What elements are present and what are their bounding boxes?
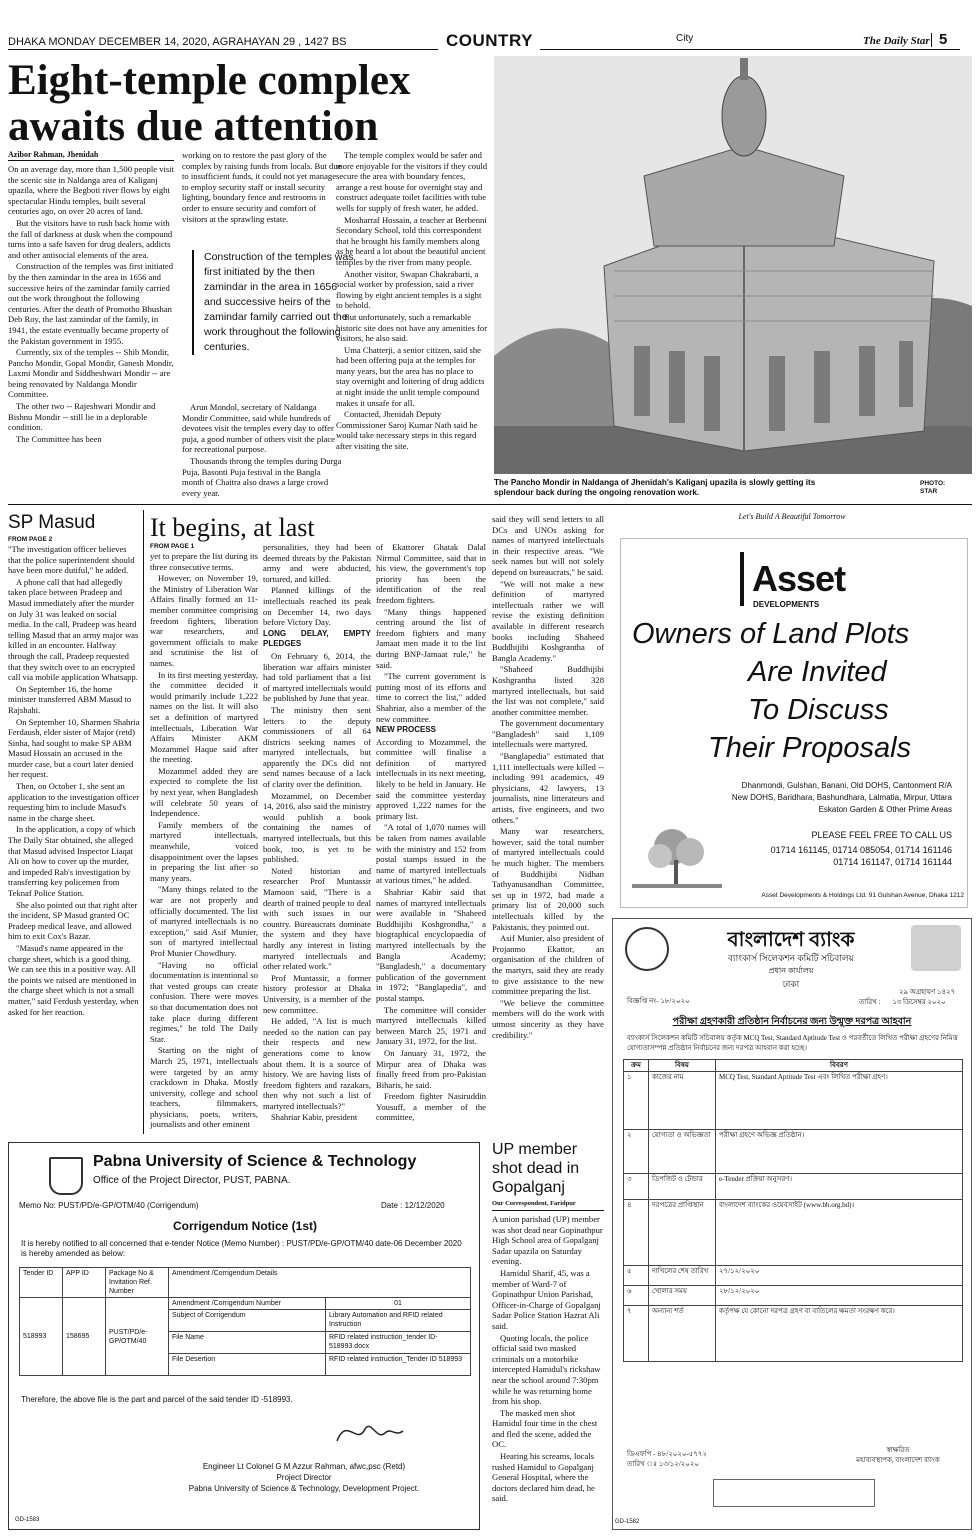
pust-package: PUST/PD/e-GP/OTM/40: [106, 1298, 169, 1376]
bb-gd: GD-1582: [615, 1519, 640, 1525]
bb-cell-subject: ডিপজিট ও টেন্ডার: [649, 1174, 716, 1200]
lead-col-1: [8, 164, 174, 499]
asset-tagline: Let's Build A Beautiful Tomorrow: [738, 512, 846, 521]
pust-gd: GD-1583: [15, 1517, 40, 1523]
up-member-paragraph: Hamidul Sharif, 45, was a member of Ward-7 of Gopinathpur Union Parishad, Officer-in-Charge of Gopalganj Sadar Police Station Hazrat Ali said.: [492, 1267, 601, 1331]
pust-ad: [8, 1142, 480, 1530]
bb-table-header: [624, 1060, 963, 1072]
lead-headline-line-2: awaits due attention: [8, 103, 379, 150]
bb-cell-subject: দাখিলের শেষ তারিখ: [649, 1266, 716, 1286]
bb-cell-no: ৩: [624, 1174, 649, 1200]
pust-amend-label: Amendment /Corrigendum Number: [169, 1298, 326, 1310]
bb-cell-subject: যোগ্যতা ও অভিজ্ঞতা: [649, 1130, 716, 1174]
temple-illustration: [494, 56, 972, 474]
bb-cell-no: ১: [624, 1072, 649, 1130]
begins-paragraph: Many war researchers, however, said the total number of martyred intellectuals could be much higher. The members of Buddhijibi Nidhan Tathyanusandhan Committee, set up in 1972, had made a primary list of 20,000 such intellectuals killed by the Pakistanis, they pointed out.: [492, 826, 604, 932]
begins-paragraph: On February 6, 2014, the liberation war affairs minister had told parliament that a list of martyred intellectuals would be published by June that year.: [263, 650, 371, 704]
begins-paragraph: "We will not make a new definition of martyred intellectuals rather we will revise the existing definition available in different research books including Shaheed Buddhijibi Koshgrantha of Bangla Academy.": [492, 578, 604, 663]
bb-cell-detail: কর্তৃপক্ষ যে কোনো দরপত্র গ্রহণ বা বাতিলের ক্ষমতা সংরক্ষণ করে।: [716, 1306, 963, 1362]
lead-col-2-top: [182, 150, 342, 242]
header-rule-right: [540, 49, 960, 50]
begins-paragraph: Prof Muntassir, a former history professor at Dhaka University, is a member of the new committee.: [263, 972, 371, 1015]
asset-footer: Asset Developments & Holdings Ltd. 91 Gulshan Avenue, Dhaka 1212: [761, 892, 964, 899]
bb-sign-line: মহাব্যবস্থাপক, বাংলাদেশ ব্যাংক: [856, 1456, 940, 1464]
asset-line-2: Are Invited: [748, 656, 887, 688]
begins-paragraph: Shahriar Kabir, president: [271, 1112, 358, 1123]
begins-paragraph: "A total of 1,070 names will be taken from names available with the ministry and 152 from postal stamps issued in the name of martyred intellectuals at various times," he added.: [376, 822, 486, 886]
up-member-body: [492, 1214, 604, 1532]
begins-paragraph: said they will send letters to all DCs and UNOs asking for names of martyred intellectuals in their respective areas. "We seek names but will not solely depend on bureaucrats," he said.: [492, 514, 604, 577]
lead-col-2-bottom: [182, 402, 342, 500]
lead-paragraph: But unfortunately, such a remarkable historic site does not have any amenities for visitors, he also said.: [336, 311, 488, 344]
bb-th-detail: বিবরণ: [716, 1060, 963, 1072]
table-row: [624, 1306, 963, 1362]
bb-cell-detail: ২৭/১২/২০২০: [716, 1266, 963, 1286]
bb-date-label: তারিখ :: [859, 998, 881, 1006]
begins-paragraph: of Ekattorer Ghatak Dalal Nirmul Committee, said that in his view, the government's top priority has been the identification of the real freedom fighters.: [376, 542, 486, 605]
photo-credit-line-2: STAR: [920, 488, 938, 495]
dateline: DHAKA MONDAY DECEMBER 14, 2020, AGRAHAYAN 29 , 1427 BS: [8, 36, 347, 48]
asset-ad: [612, 512, 972, 912]
city-label: City: [676, 33, 694, 44]
table-row: [624, 1130, 963, 1174]
masthead: The Daily Star: [863, 35, 930, 47]
sp-masud-paragraph: In the application, a copy of which The Daily Star obtained, she alleged that Masud advised Inspector Liaqat Ali on how to cover up the murder, and impeded Rab's investigation by transferring key policemen from Teknaf Police Station.: [8, 824, 136, 898]
up-member-headline: UP member shot dead in Gopalganj: [492, 1141, 580, 1196]
pust-signer-block: [139, 1461, 469, 1494]
pust-th: Amendment /Corrigendum Details: [169, 1268, 471, 1298]
table-row: [624, 1072, 963, 1130]
begins-col-4: [492, 514, 604, 1134]
bb-cell-detail: বাংলাদেশ ব্যাংকের ওয়েবসাইট (www.bb.org.bd)।: [716, 1200, 963, 1266]
pust-memo: Memo No: PUST/PD/e-GP/OTM/40 (Corrigendum): [19, 1201, 199, 1210]
begins-paragraph: The government documentary "Bangladesh" said 1,109 intellectuals were martyred.: [492, 718, 604, 750]
bb-sign-line: স্বাক্ষরিত: [886, 1446, 910, 1454]
bb-cell-no: ৬: [624, 1286, 649, 1306]
begins-col-2: [263, 542, 371, 1133]
pust-table: [19, 1267, 471, 1376]
bb-table: [623, 1059, 963, 1362]
begins-paragraph: Asif Munier, also president of Projanmo Ekattor, an organisation of the children of the martyrs, said they are ready to give assistance to the new committee preparing the list.: [492, 933, 604, 997]
asset-areas: [682, 780, 952, 816]
bb-date-line: ২৯ অগ্রহায়ণ ১৪২৭: [899, 988, 956, 996]
bb-logo-icon: [625, 927, 669, 971]
bb-memo: বিজ্ঞপ্তি নং- ১৮/২০২০: [627, 997, 690, 1005]
column-rule: [143, 510, 144, 1134]
begins-col-3: [376, 542, 486, 1133]
lead-paragraph: Construction of the temples was first initiated by the then zamindar in the area in 1656 and successive heirs of the zamindar family carried out the work throughout the following centuries. After the death of Promotho Bhushan Deb Roy, the last zamindar of the family, in 1941, the estate eventually became property of the Pakistan government in 1955.: [8, 261, 174, 346]
bb-cell-no: ৫: [624, 1266, 649, 1286]
lead-paragraph: Currently, six of the temples -- Shib Mondir, Pancho Mondir, Gopal Mondir, Ganesh Mondir, Laxmi Mondir and Siddheshwari Mondir -- are being renovated by Naldanga Mondir Committee.: [8, 347, 174, 400]
bb-notice-title: পরীক্ষা গ্রহণকারী প্রতিষ্ঠান নির্বাচনের জন্য উন্মুক্ত দরপত্র আহবান: [672, 1017, 912, 1027]
lead-headline: [8, 58, 488, 150]
pust-row-label: File Desertion: [169, 1354, 326, 1376]
sp-masud-paragraph: On September 16, the home minister transferred ABM Masud to Rajshahi.: [8, 683, 132, 715]
begins-paragraph: The ministry then sent letters to the deputy commissioners of all 64 districts seeking names of martyred intellectuals, but apparently the DCs did not send names because of a lack of clarity over the definition.: [263, 704, 371, 790]
lead-byline: Azibor Rahman, Jhenidah: [8, 150, 99, 159]
begins-paragraph: On January 31, 1972, the Mirpur area of Dhaka was finally freed from pro-Pakistan Biharis, he said.: [376, 1047, 486, 1090]
begins-paragraph: "Many things related to the war are not properly and officially documented. The list of martyred intellectuals is no exception," said Asif Munier, son of martyred intellectual Prof Munier Chowdhury.: [150, 884, 258, 958]
up-member-paragraph: A union parishad (UP) member was shot dead near Gopinathpur High School area of Gopalganj Sadar upazila on Saturday evening.: [492, 1214, 603, 1267]
pust-amend-number: 01: [326, 1298, 471, 1310]
pust-signer: Engineer Lt Colonel G M Azzur Rahman, afwc,psc (Retd): [202, 1462, 406, 1471]
begins-paragraph: "Shaheed Buddhijibi Koshgrantha listed 328 martyred intellectuals, but said the list was not complete," said another committee member.: [492, 664, 604, 717]
sp-masud-paragraph: "Masud's name appeared in the charge sheet, which is a good thing. We can see this in a positive way. All the points we raised are mentioned in the charge sheet which is not a small matter," said Ferdush yesterday, when asked for her reaction.: [8, 942, 139, 1017]
begins-paragraph: The committee will consider martyred intellectuals killed between March 25, 1971 and January 31, 1972, for the list.: [376, 1004, 486, 1047]
pust-th: APP ID: [63, 1268, 106, 1298]
pust-heading: Corrigendum Notice (1st): [172, 1219, 317, 1233]
sp-masud-from: FROM PAGE 2: [8, 536, 53, 543]
bb-office: প্রধান কার্যালয়: [768, 966, 814, 975]
bb-signature: [833, 1445, 963, 1465]
begins-paragraph: Noted historian and researcher Prof Muntassir Mamoon said, "There is a dearth of trained people to deal with such issues in our country. Bureaucrats dominate the system and they have hardly any interest in listing martyred intellectuals and other related work.": [263, 865, 371, 972]
lead-headline-line-1: Eight-temple complex: [8, 57, 411, 104]
asset-brand-sub: DEVELOPMENTS: [753, 600, 820, 609]
page-number: 5: [939, 31, 948, 48]
pust-date: Date : 12/12/2020: [381, 1201, 445, 1210]
sp-masud-paragraph: A phone call that had allegedly taken place between Pradeep and Masud immediately after the murder on July 31 was leaked on social media. In the call, Pradeep was heard telling Masud that an army major was killed in an encounter. Halfway through the call, Pradeep requested that they switch over to an encrypted call via mobile application Whatsapp.: [8, 576, 139, 683]
lead-paragraph: Contacted, Jhenidah Deputy Commissioner Saroj Kumar Nath said he would take necessary steps in this regard after visiting the site.: [336, 409, 478, 452]
signature-image: [329, 1411, 409, 1451]
begins-paragraph: Freedom fighter Nasiruddin Yousuff, a member of the committee,: [376, 1091, 486, 1123]
asset-phones-line: 01714 161145, 01714 085054, 01714 161146: [770, 845, 952, 855]
lead-paragraph: Uma Chatterji, a senior citizen, said she had been offering puja at the temples for many years, but the area has no place to stay overnight and loitering of drug addicts at night inside the unlit temple compound makes it unsafe for all.: [336, 344, 485, 408]
table-row: [20, 1298, 471, 1310]
up-member-paragraph: The masked men shot Hamidul four time in the chest and fled the scene, added the OC.: [492, 1407, 598, 1450]
sp-masud-headline: SP Masud: [8, 512, 96, 533]
lead-col-3: [336, 150, 488, 500]
asset-phones: [712, 844, 952, 868]
lead-bottom-rule: [8, 504, 972, 505]
asset-areas-line: New DOHS, Baridhara, Bashundhara, Lalmatia, Mirpur, Uttara: [731, 793, 952, 802]
lead-paragraph: But the visitors have to rush back home with the fall of darkness at dusk when the compound turns into a safe haven for drug dealers, addicts and other antisocial elements of the area.: [8, 217, 173, 260]
lead-paragraph: Mosharraf Hossain, a teacher at Berbenni Secondary School, told this correspondent that he brought his family members along as he heard a lot about the beautiful ancient temples by the river from many people.: [336, 214, 487, 267]
lead-paragraph: Arun Mondol, secretary of Naldanga Mondir Committee, said while hundreds of devotees visit the temples every day to offer puja, a good number of others visit the place for recreational purpose.: [182, 402, 335, 455]
photo-credit: [920, 480, 945, 496]
begins-paragraph: In its first meeting yesterday, the committee decided it would primarily include 1,222 names on the list. It will also set a definition of martyred intellectuals, Liberation War Affairs Minister AKM Mozammel Haque said after the meeting.: [150, 669, 258, 765]
bb-footer-box: [713, 1479, 875, 1507]
bb-cell-no: ৪: [624, 1200, 649, 1266]
asset-areas-line: Dhanmondi, Gulshan, Banani, Old DOHS, Cantonment R/A: [741, 781, 952, 790]
pust-footer-note: Therefore, the above file is the part and parcel of the said tender ID -518993.: [21, 1395, 293, 1404]
asset-brand: Asset: [752, 558, 846, 599]
begins-paragraph: Starting on the night of March 25, 1971, intellectuals were targeted by an army crackdown in Dhaka. Mostly university, college and school teachers, filmmakers, physicians, poets, writers, journalists and other eminent: [150, 1045, 258, 1130]
bb-title: বাংলাদেশ ব্যাংক: [727, 929, 855, 951]
begins-paragraph: Planned killings of the intellectuals reached its peak on December 14, two days before Victory Day.: [263, 585, 371, 628]
pust-row-value: RFID related instruction_tender ID-518993.docx: [326, 1332, 471, 1354]
pust-intro: It is hereby notified to all concerned that e-tender Notice (Memo Number) : PUST/PD/e-GP/OTM/40 date-06 December 2020 is hereby amended as below:: [21, 1239, 462, 1258]
bb-date: [859, 987, 955, 1007]
pust-tender-id: 518993: [20, 1298, 63, 1376]
sp-masud-body: [8, 544, 140, 1134]
bb-mujib-badge: [911, 925, 961, 971]
pust-th: Package No & Invitation Ref. Number: [106, 1268, 169, 1298]
bb-cell-detail: ২৮/১২/২০২০: [716, 1286, 963, 1306]
asset-areas-line: Eskaton Garden & Other Prime Areas: [818, 805, 952, 814]
table-row: [624, 1286, 963, 1306]
begins-paragraph: "Having no official documentation is intentional so that vested groups can create confusion. There were moves so that documentation does not take place during different regimes," he told The Daily Star.: [150, 959, 258, 1044]
asset-line-4: Their Proposals: [708, 732, 912, 764]
sp-masud-paragraph: She also pointed out that right after the incident, SP Masud granted OC Pradeep medical leave, and allowed him to exit Cox's Bazar.: [8, 899, 138, 942]
begins-paragraph: "The current government is putting most of its efforts and time to correct the list," added Shahriar, also a member of the new committee.: [376, 671, 486, 724]
up-member-paragraph: Hearing his screams, locals rushed Hamidul to Gopalganj General Hospital, where the doctors declared him dead, he said.: [492, 1451, 595, 1504]
begins-paragraph: yet to prepare the list during its three consecutive terms.: [150, 551, 258, 572]
pust-title: Pabna University of Science & Technology: [93, 1153, 417, 1170]
asset-line-1: Owners of Land Plots: [632, 618, 910, 650]
lead-paragraph: The other two -- Rajeshwari Mondir and Bishnu Mondir -- still lie in a deplorable condition.: [8, 401, 156, 433]
bb-th-subject: বিষয়: [649, 1060, 716, 1072]
begins-from: FROM PAGE 1: [150, 543, 195, 550]
asset-line-3: To Discuss: [748, 694, 889, 726]
byline-rule: [8, 160, 174, 161]
bb-cell-subject: অন্যান্য শর্ত: [649, 1306, 716, 1362]
lead-paragraph: Another visitor, Swapan Chakrabarti, a social worker by profession, said a river flowing by eight ancient temples is a sight to behold.: [336, 268, 482, 311]
tree-illustration: [632, 822, 722, 892]
sp-masud-paragraph: Then, on October 1, she sent an application to the investigation officer requesting him to include Masud's name in the charge sheet.: [8, 781, 140, 823]
bb-cell-detail: e-Tender প্রক্রিয়া অনুসরণ।: [716, 1174, 963, 1200]
pust-row-value: Library Automation and RFID related Instruction: [326, 1310, 471, 1332]
pust-signer-org: Pabna University of Science & Technology, Development Project.: [188, 1484, 420, 1493]
begins-paragraph: He added, "A list is much needed so the nation can pay their respects and new generations come to know about them. It is a source of history. We are having lists of freedom fighters and razakars, then why not such a list of martyred intellectuals?": [263, 1016, 371, 1111]
asset-phones-line: 01714 161147, 01714 161144: [833, 857, 952, 867]
up-member-paragraph: Quoting locals, the police official said two masked criminals on a motorbike intercepted Hamidul's rickshaw near the school around 7:30pm while he was returning home from his shop.: [492, 1332, 601, 1407]
begins-paragraph: However, on November 19, the Ministry of Liberation War Affairs finally formed an 11-member committee comprising freedom fighters, liberation war researchers, and government officials to make and scrutinise the list of names.: [150, 573, 258, 668]
asset-call: PLEASE FEEL FREE TO CALL US: [811, 830, 952, 840]
begins-paragraph: Family members of the martyred intellectuals, meanwhile, voiced disappointment over the lapses in preparing the list after so many years.: [150, 819, 258, 883]
bb-cell-subject: দরপত্রের প্রাপ্তিস্থান: [649, 1200, 716, 1266]
lead-paragraph: Thousands throng the temples during Durga Puja, Basonti Puja festival in the Bangla month of Chaitra also draws a large crowd every year.: [182, 455, 342, 498]
bb-intro: ব্যাংকার্স সিলেকশন কমিটি সচিবালয় কর্তৃক MCQ Test, Standard Aptitude Test ও পরবর্তীতে লিখিত পরীক্ষা গ্রহণের নিমিত্ত যোগ্যতাসম্পন্ন প্রতিষ্ঠান নির্বাচনের জন্য দরপত্র আহবান করা হচ্ছে।: [627, 1034, 958, 1052]
bb-subtitle: ব্যাংকার্স সিলেকশন কমিটি সচিবালয়: [728, 953, 854, 963]
byline-rule: [492, 1210, 604, 1211]
begins-paragraph: Shahriar Kabir said that names of martyred intellectuals were available in "Shaheed Buddhijibi Koshgrondha," a biographical encyclopaedia of martyred intellectuals by the Bangla Academy; "Bangladesh," a documentary publication of the government in 1972; "Banglapedia", and postal stamps.: [376, 887, 486, 1003]
pust-app-id: 158695: [63, 1298, 106, 1376]
begins-paragraph: Mozammel added they are expected to complete the list by next year, when Bangladesh will celebrate 50 years of Independence.: [150, 765, 258, 819]
begins-paragraph: "We believe the committee members will do the work with utmost sincerity as they have credibility.": [492, 997, 604, 1040]
sp-masud-paragraph: "The investigation officer believes that the police superintendent should have been more dutiful," he added.: [8, 544, 135, 576]
lead-paragraph: The Committee has been: [16, 433, 102, 444]
photo-credit-line-1: PHOTO:: [920, 480, 946, 487]
begins-headline: It begins, at last: [150, 513, 315, 542]
begins-subhead: NEW PROCESS: [376, 725, 437, 735]
table-row: [624, 1174, 963, 1200]
bb-ad: [612, 918, 972, 1530]
begins-paragraph: personalities, they had been deemed threats by the Pakistan army and were abducted, tortured, and killed.: [263, 542, 371, 584]
pull-quote: Construction of the temples was first initiated by the then zamindar in the area in 1656 and successive heirs of the zamindar family carried out the work throughout the following centuries.: [192, 250, 354, 355]
pust-row-label: File Name: [169, 1332, 326, 1354]
bb-cell-subject: খোলার সময়: [649, 1286, 716, 1306]
pust-logo-icon: [49, 1157, 83, 1195]
sp-masud-paragraph: On September 10, Sharmen Shahria Ferdaush, elder sister of Major (retd) Sinha, had sought to make SP ABM Masud Hossain an accused in the murder case, but a court later denied her request.: [8, 716, 140, 780]
bb-cell-no: ৭: [624, 1306, 649, 1362]
asset-logo-bar: [740, 552, 744, 606]
pust-row-value: RFID related instruction_Tender ID 518993: [326, 1354, 471, 1376]
pust-signer-title: Project Director: [276, 1473, 332, 1482]
bb-cell-detail: পরীক্ষা গ্রহণে অভিজ্ঞ প্রতিষ্ঠান।: [716, 1130, 963, 1174]
bb-city: ঢাকা: [782, 979, 800, 989]
lead-paragraph: The temple complex would be safer and more enjoyable for the visitors if they could secure the area with boundary fences, arrange a rest house for overnight stay and construct adequate toilet facilities with tube wells for supply of fresh water, he added.: [336, 150, 488, 213]
lead-paragraph: On an average day, more than 1,500 people visit the scenic site in Naldanga area of Kaliganj upazila, where the Begboti river flows by eight spectacular Hindu temples, built several centuries ago, on over 20 acres of land.: [8, 164, 174, 217]
temple-photo: [494, 56, 972, 474]
lead-paragraph: working on to restore the past glory of the complex by raising funds from locals. But due to insufficient funds, it could not yet manage to employ security staff or install security lighting, boundary fence and restrooms in order to ensure security and comfort of visitors at the sprawling estate.: [182, 150, 342, 224]
pust-office: Office of the Project Director, PUST, PABNA.: [93, 1175, 291, 1186]
bb-ref-line: তারিখ ঃ ১৩/১২/২০২০: [627, 1460, 699, 1468]
bb-ref-line: ডিএফপি - ৪৮/২০২০-৫৭৭২: [627, 1450, 707, 1458]
table-row: [624, 1200, 963, 1266]
table-row: [624, 1266, 963, 1286]
bb-cell-no: ২: [624, 1130, 649, 1174]
begins-paragraph: "Many things happened centring around the list of freedom fighters and many Jamaat men made it to the list during BNP-Jamaat rule," he said.: [376, 606, 486, 670]
masthead-divider: [931, 33, 932, 47]
up-member-byline: Our Correspondent, Faridpur: [492, 1200, 576, 1207]
section-label: COUNTRY: [446, 31, 533, 50]
bb-date-value: ১৩ ডিসেম্বর ২০২০: [892, 998, 946, 1006]
begins-paragraph: According to Mozammel, the committee will finalise a definition of martyred intellectuals in its next meeting, likely to be held in January. He said the committee yesterday approved 1,222 names for the primary list.: [376, 736, 486, 821]
bb-th-no: ক্রম: [624, 1060, 649, 1072]
begins-subhead: LONG DELAY, EMPTY PLEDGES: [263, 628, 371, 649]
bb-ref: [627, 1449, 707, 1469]
bb-cell-detail: MCQ Test, Standard Aptitude Test এবং লিখিত পরীক্ষা গ্রহণ।: [716, 1072, 963, 1130]
pust-table-header: [20, 1268, 471, 1298]
bb-cell-subject: কাজের নাম: [649, 1072, 716, 1130]
begins-paragraph: Mozammel, on December 14, 2016, also said the ministry would publish a book containing the names of martyred intellectuals, but this book, too, is yet to be published.: [263, 790, 371, 865]
photo-caption: The Pancho Mondir in Naldanga of Jhenidah's Kaliganj upazila is slowly getting its splendour back during the ongoing renovation work.: [494, 478, 816, 497]
pust-th: Tender ID: [20, 1268, 63, 1298]
pust-row-label: Subject of Corrigendum: [169, 1310, 326, 1332]
begins-col-1: [150, 551, 258, 1133]
begins-paragraph: "Banglapedia" estimated that 1,111 intellectuals were killed -- including 991 academics, 49 physicians, 42 lawyers, 13 journalists, nine litterateurs and artists, five engineers, and two others.": [492, 751, 604, 825]
header-rule-left: [8, 49, 438, 50]
bb-date-line: [859, 997, 955, 1007]
